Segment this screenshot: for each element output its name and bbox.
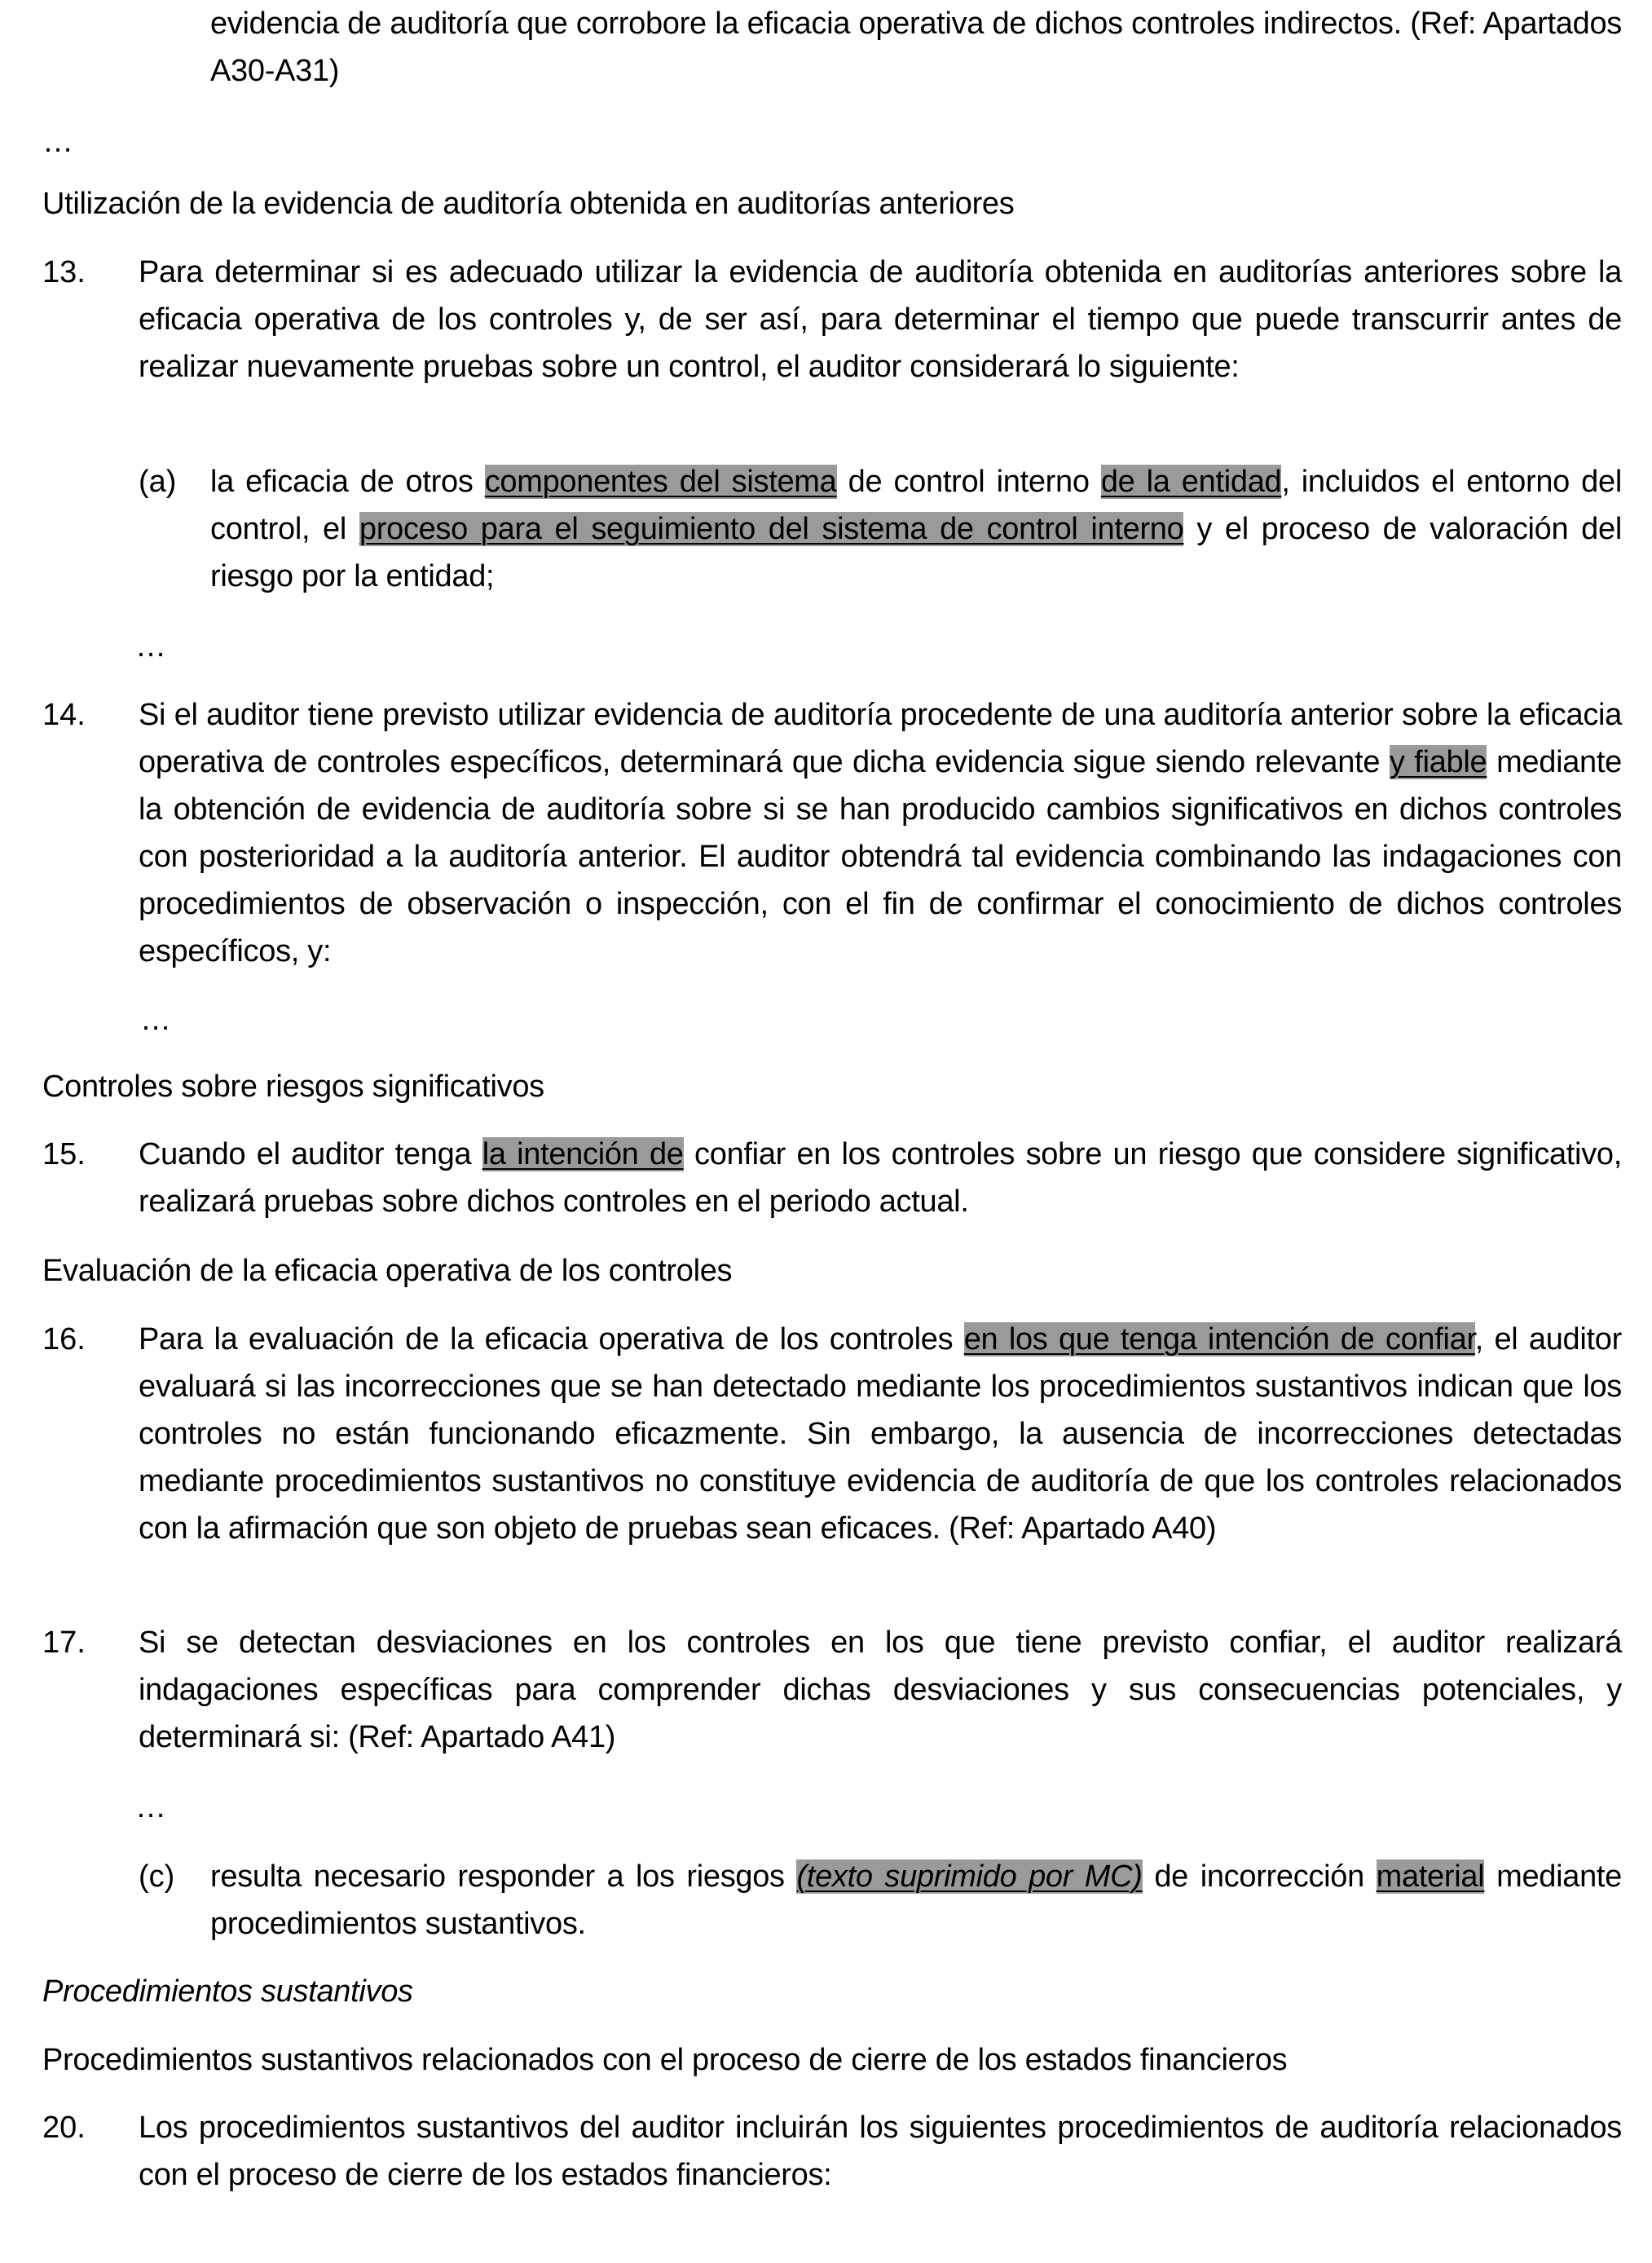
paragraph-17 (139, 1619, 1622, 1761)
paragraph-13-number: 13. (42, 255, 86, 289)
item-13a (210, 458, 1622, 600)
item-13a-text-1: la eficacia de otros (210, 465, 485, 499)
paragraph-14-number: 14. (42, 698, 86, 732)
paragraph-14 (139, 691, 1622, 975)
paragraph-15-number: 15. (42, 1137, 86, 1171)
paragraph-16-number: 16. (42, 1322, 86, 1356)
paragraph-16 (139, 1316, 1622, 1552)
item-13a-text-2: de control interno (836, 465, 1101, 499)
highlighted-amendment: la intención de (482, 1137, 684, 1171)
item-13a-text-4: y el proceso de valoración del riesgo por la entidad; (210, 512, 1622, 593)
intro-text: evidencia de auditoría que corrobore la eficacia operativa de dichos controles indirectos. (Ref: Apartados A30-A31) (210, 7, 1622, 88)
paragraph-15 (139, 1131, 1622, 1225)
highlighted-amendment: en los que tenga intención de confiar (963, 1322, 1475, 1356)
item-17c-text-3: mediante procedimientos sustantivos. (210, 1859, 1623, 1941)
ellipsis-3: … (140, 1003, 171, 1037)
item-13a-text-3: , incluidos el entorno del control, el (210, 465, 1622, 546)
highlighted-amendment: de la entidad (1100, 465, 1282, 499)
item-13a-label: (a) (139, 465, 177, 499)
item-17c (210, 1853, 1622, 1948)
paragraph-20-text: Los procedimientos sustantivos del auditor incluirán los siguientes procedimientos de auditoría relacionados con el proceso de cierre de los estados financieros: (139, 2111, 1622, 2192)
section-heading-cierre: Procedimientos sustantivos relacionados con el proceso de cierre de los estados financieros (42, 2043, 1288, 2077)
section-heading-anteriores: Utilización de la evidencia de auditoría obtenida en auditorías anteriores (42, 187, 1015, 221)
item-17c-text-2: de incorrección (1142, 1859, 1377, 1894)
item-17c-text-1: resulta necesario responder a los riesgos (210, 1859, 797, 1894)
paragraph-17-text: Si se detectan desviaciones en los controles en los que tiene previsto confiar, el auditor realizará indagaciones específicas para comprender dichas desviaciones y sus consecuencias potenciales, y determinará si: (Ref: Apartado A41) (139, 1626, 1622, 1754)
paragraph-15-text-2: confiar en los controles sobre un riesgo que considere significativo, realizará pruebas sobre dichos controles en el periodo actual. (139, 1137, 1622, 1219)
paragraph-15-text-1: Cuando el auditor tenga (139, 1137, 482, 1171)
intro-paragraph (210, 0, 1622, 95)
section-heading-significativos: Controles sobre riesgos significativos (42, 1070, 544, 1104)
ellipsis-4: … (135, 1790, 166, 1824)
section-heading-evaluacion: Evaluación de la eficacia operativa de los controles (42, 1254, 733, 1288)
paragraph-14-text-1: Si el auditor tiene previsto utilizar evidencia de auditoría procedente de una auditoría anterior sobre la eficacia operativa de controles específicos, determinará que dicha evidencia sigue siendo relevante (139, 698, 1622, 779)
paragraph-20-number: 20. (42, 2111, 86, 2145)
highlighted-amendment: material (1376, 1859, 1485, 1894)
section-heading-sustantivos: Procedimientos sustantivos (42, 1974, 413, 2009)
item-17c-label: (c) (139, 1859, 175, 1894)
highlighted-amendment: componentes del sistema (484, 465, 837, 499)
highlighted-amendment: proceso para el seguimiento del sistema de control interno (359, 512, 1184, 546)
highlighted-amendment: y fiable (1389, 745, 1487, 779)
highlighted-amendment: (texto suprimido por MC) (796, 1859, 1143, 1894)
ellipsis-2: … (135, 629, 166, 664)
paragraph-14-text-2: mediante la obtención de evidencia de auditoría sobre si se han producido cambios significativos en dichos controles con posterioridad a la auditoría anterior. El auditor obtendrá tal evidencia combinando las indagaciones con procedimientos de observación o inspección, con el fin de confirmar el conocimiento de dichos controles específicos, y: (139, 745, 1622, 968)
paragraph-16-text-1: Para la evaluación de la eficacia operativa de los controles (139, 1322, 964, 1356)
paragraph-13-text: Para determinar si es adecuado utilizar la evidencia de auditoría obtenida en auditorías anteriores sobre la eficacia operativa de los controles y, de ser así, para determinar el tiempo que puede transcurrir antes de realizar nuevamente pruebas sobre un control, el auditor considerará lo siguiente: (139, 255, 1622, 384)
ellipsis-1: … (42, 125, 73, 159)
paragraph-16-text-2: , el auditor evaluará si las incorrecciones que se han detectado mediante los procedimientos sustantivos indican que los controles no están funcionando eficazmente. Sin embargo, la ausencia de incorrecciones detectadas mediante procedimientos sustantivos no constituye evidencia de auditoría de que los controles relacionados con la afirmación que son objeto de pruebas sean eficaces. (Ref: Apartado A40) (139, 1322, 1622, 1546)
paragraph-13 (139, 249, 1622, 390)
paragraph-20 (139, 2104, 1622, 2199)
paragraph-17-number: 17. (42, 1626, 86, 1660)
